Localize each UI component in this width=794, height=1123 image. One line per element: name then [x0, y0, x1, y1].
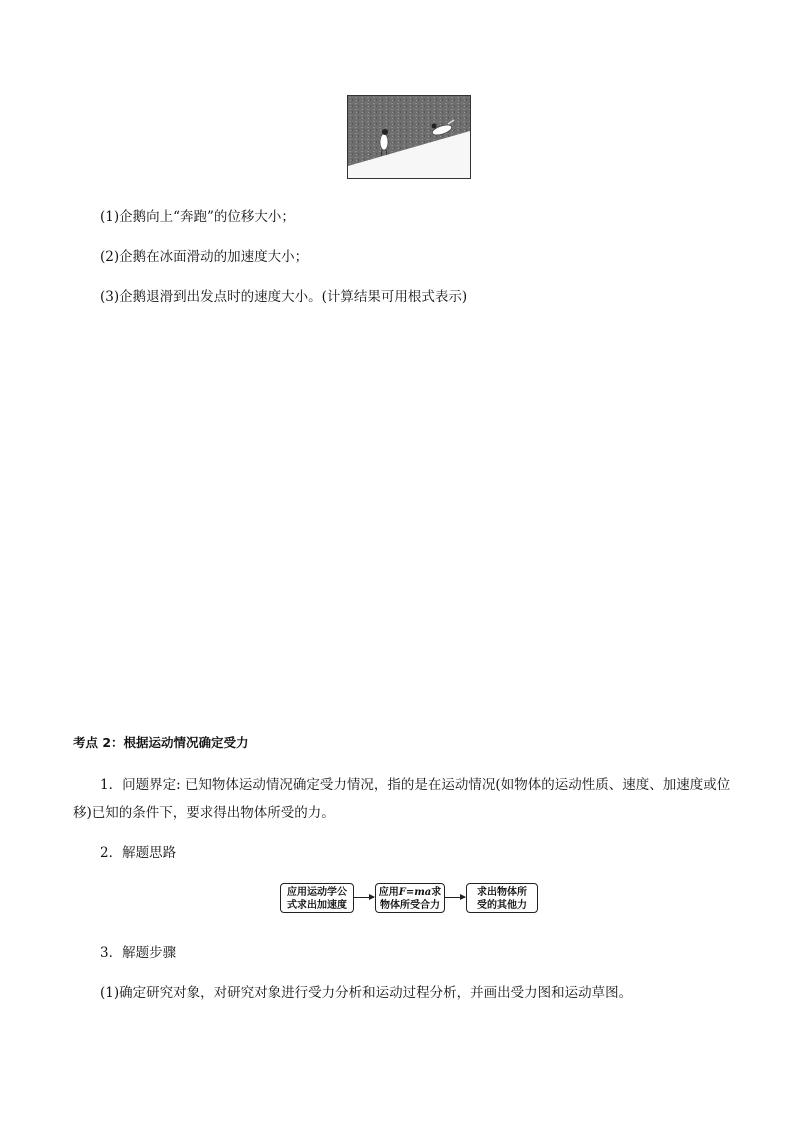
- solution-approach-label: 2．解题思路: [100, 845, 177, 861]
- solution-flowchart: [280, 883, 542, 915]
- flow-box-net-force: 应用F=ma求 物体所受合力: [375, 883, 445, 913]
- flow-arrow-icon: [354, 897, 374, 898]
- section-heading: 考点 2：根据运动情况确定受力: [73, 735, 249, 750]
- question-1: (1)企鹅向上“奔跑”的位移大小；: [100, 209, 295, 225]
- flow-box-other-forces: 求出物体所 受的其他力: [466, 883, 538, 913]
- solution-steps-label: 3．解题步骤: [100, 945, 177, 961]
- flow-arrow-icon: [445, 897, 465, 898]
- problem-definition: 1．问题界定: 已知物体运动情况确定受力情况，指的是在运动情况(如物体的运动性质、速度、加速度或位移)已知的条件下，要求得出物体所受的力。: [73, 777, 731, 821]
- penguin-slope-image: [348, 96, 470, 178]
- flow-box-acceleration: 应用运动学公 式求出加速度: [280, 883, 354, 913]
- question-3: (3)企鹅退滑到出发点时的速度大小。(计算结果可用根式表示): [100, 289, 468, 305]
- step-1: (1)确定研究对象，对研究对象进行受力分析和运动过程分析，并画出受力图和运动草图。: [100, 985, 633, 1001]
- penguin-photo: [347, 95, 471, 179]
- question-2: (2)企鹅在冰面滑动的加速度大小；: [100, 249, 309, 265]
